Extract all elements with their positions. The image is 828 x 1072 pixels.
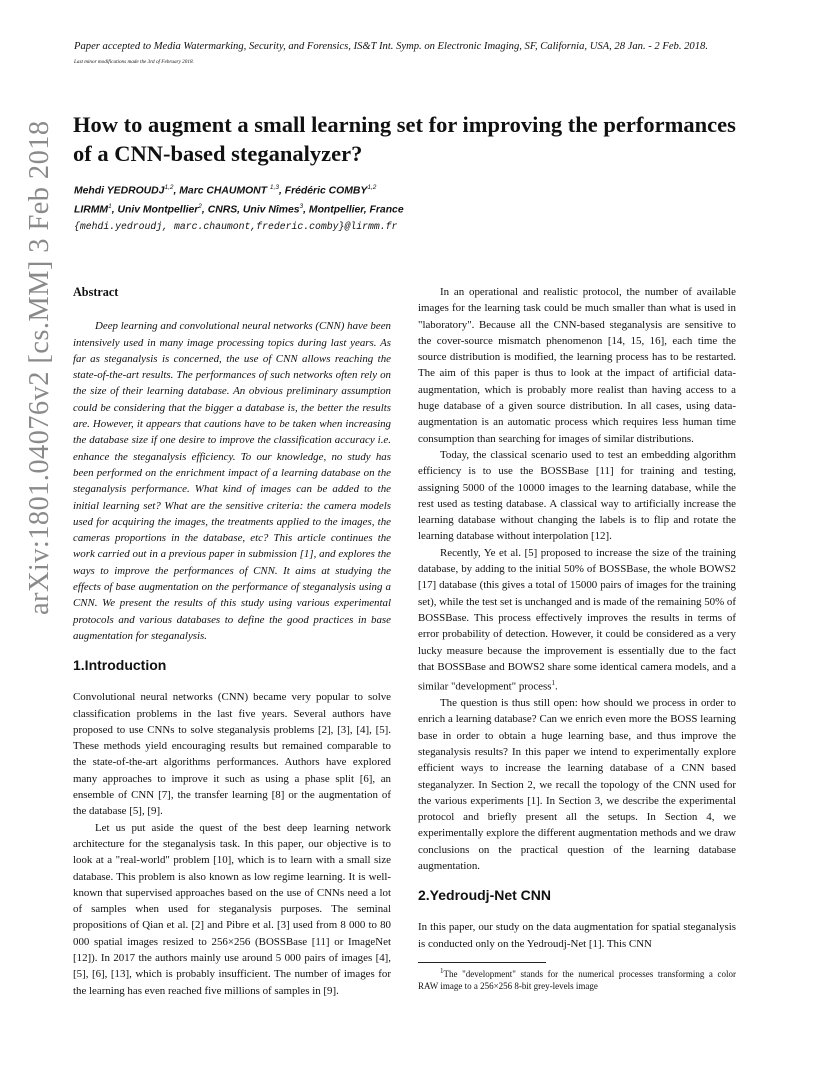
- intro-paragraph-6: The question is thus still open: how should we process in order to enrich a learning database? Can we enrich even more the BOSS learning base in order to obtain a huge learning base, and thus improve the steganalysis results? In this paper we intend to experimentally explore efficient ways to increase the learning database of a CNN based steganalyzer. In Section 2, we recall the topology of the CNN used for the various experiments [1]. In Section 3, we describe the experimental protocol and briefly present all the setups. In Section 4, we experimentally explore the different augmentation methods and we draw conclusions on the practical question of the learning database augmentation.: [418, 697, 736, 873]
- author-3: Frédéric COMBY: [284, 185, 368, 197]
- author-1: Mehdi YEDROUDJ: [74, 185, 165, 197]
- author-3-affil: 1,2: [367, 184, 377, 191]
- intro-paragraph-3: In an operational and realistic protocol, the number of available images for the learning task could be much smaller than what is used in "laboratory". Because all the CNN-based steganalysis are sensitive to the cover-source mismatch phenomenon [14, 15, 16], each time the source distribution is modified, the learning process has to be restarted. The aim of this paper is thus to look at the impact of artificial data-augmentation, which is probably more realist than having access to a huge database of a given source distribution. In all cases, using data-augmentation is an automatic process which requires less human time consumption than searching for images of similar distributions.: [418, 286, 736, 445]
- footnote-mark: 1: [440, 966, 444, 975]
- author-emails: {mehdi.yedroudj, marc.chaumont,frederic.comby}@lirmm.fr: [74, 220, 398, 232]
- abstract-text: Deep learning and convolutional neural networks (CNN) have been intensively used in many image processing topics during last years. As far as steganalysis is concerned, the use of CNN allows reaching the state-of-the-art results. The performances of such networks often rely on the size of their learning database. An obvious preliminary assumption could be considering that the bigger a database is, the better the results are. However, it appears that cautions have to be taken when increasing the database size if one desire to improve the classification accuracy i.e. enhance the steganalysis efficiency. To our knowledge, no study has been performed on the enrichment impact of a learning database on the steganalysis performance. What kind of images can be added to the initial learning set? What are the sensitive criteria: the camera models used for acquiring the images, the treatments applied to the images, the cameras proportions in the database, etc? This article continues the work carried out in a previous paper in submission [1], and explores the ways to improve the performances of CNN. It aims at studying the effects of base augmentation on the performance of steganalysis using a CNN. We present the results of this study using various experimental protocols and various databases to define the good practices in base augmentation for steganalysis.: [73, 320, 391, 642]
- affiliations: LIRMM$^1$, Univ Montpellier$^2$, CNRS, Univ Nîmes$^3$, Montpellier, France: [74, 203, 404, 216]
- affiliation-1: LIRMM: [74, 204, 109, 216]
- author-2-affil: 1,3: [269, 184, 279, 191]
- footnote-ref[interactable]: 1: [551, 679, 555, 688]
- affiliation-location: Montpellier, France: [308, 204, 404, 216]
- right-column: [418, 284, 736, 992]
- section-2-paragraph-1: In this paper, our study on the data augmentation for spatial steganalysis is conducted only on the Yedroudj-Net [1]. This CNN: [418, 921, 736, 950]
- affiliation-2-mark: 2: [198, 203, 202, 211]
- intro-paragraph-2: Let us put aside the quest of the best deep learning network architecture for the steganalysis task. In this paper, our objective is to look at a "real-world" problem [10], which is to learn with a small size database. This problem is also known as low regime learning. It is well-known that supervised approaches based on the use of CNNs need a lot of samples when used for steganalysis purposes. The seminal propositions of Qian et al. [2] and Pibre et al. [3] used from 8 000 to 80 000 spatial images resized to 256×256 (BOSSBase [11] or ImageNet [12]). In 2017 the authors mainly use around 5 000 pairs of images [4], [5], [6], [13], which is probably insufficient. The number of images for the learning has even reached five millions of samples in [9].: [73, 821, 391, 997]
- section-2-heading: 2.Yedroudj-Net CNN: [418, 887, 552, 904]
- intro-paragraph-4: Today, the classical scenario used to test an embedding algorithm efficiency is to use the BOSSBase [11] for training and testing, assigning 5000 of the 10000 images to the learning database, while the rest used as testing database. A classical way to artificially increase the learning database without changing the labels is to flip and rotate the learning database without interpolation [12].: [418, 448, 736, 543]
- author-2: Marc CHAUMONT: [179, 185, 268, 197]
- author-1-affil: 1,2: [164, 184, 174, 191]
- footnote: [418, 965, 736, 992]
- left-column: [73, 284, 391, 999]
- paper-title: How to augment a small learning set for improving the performances of a CNN-based steganalyzer?: [73, 112, 736, 166]
- affiliation-2: Univ Montpellier: [117, 204, 199, 216]
- abstract-heading: Abstract: [73, 285, 119, 299]
- intro-paragraph-1: Convolutional neural networks (CNN) became very popular to solve classification problems in the last five years. Several authors have proposed to use CNNs to solve steganalysis problems [2], [3], [4], [5]. These methods yield encouraging results but remained comparable to the state-of-the-art algorithms performances. Authors have explored many approaches to improve it such as using a phase split [6], an ensemble of CNN [7], the transfer learning [8] or the augmentation of the database [5], [9].: [73, 691, 391, 818]
- footnote-text: The "development" stands for the numerical processes transforming a color RAW image to a 256×256 8-bit grey-levels image: [418, 968, 736, 991]
- affiliation-3: CNRS, Univ Nîmes: [207, 204, 300, 216]
- affiliation-1-mark: 1: [108, 203, 112, 211]
- footnote-rule: [418, 962, 546, 963]
- author-block: [74, 180, 764, 235]
- conference-note: Paper accepted to Media Watermarking, Security, and Forensics, IS&T Int. Symp. on Electronic Imaging, SF, California, USA, 28 Jan. - 2 Feb. 2018.: [74, 41, 708, 52]
- affiliation-3-mark: 3: [299, 203, 304, 211]
- intro-paragraph-5: Recently, Ye et al. [5] proposed to increase the size of the training database, by adding to the initial 50% of BOSSBase, the whole BOWS2 [17] database (this gives a total of 15000 pairs of images for the training set), while the test set is unchanged and is made of the remaining 50% of BOSSBase. This process effectively improves the results in terms of error probability of detection. However, it could be considered as a very lucky measure because the improvement is essentially due to the fact that BOSSBase and BOWS2 share some identical camera models, and a similar "development" process$^1$.: [418, 546, 736, 693]
- section-1-heading: 1.Introduction: [73, 657, 167, 674]
- arxiv-stamp: arXiv:1801.04076v2 [cs.MM] 3 Feb 2018: [24, 120, 55, 615]
- modification-note: Last minor modifications made the 3rd of February 2018.: [74, 59, 194, 65]
- author-names: Mehdi YEDROUDJ$^{1,2}$, Marc CHAUMONT $^{1,3}$, Frédéric COMBY$^{1,2}$: [74, 184, 377, 197]
- intro-paragraph-5-text: Recently, Ye et al. [5] proposed to increase the size of the training database, by adding to the initial 50% of BOSSBase, the whole BOWS2 [17] database (this gives a total of 15000 pairs of images for the training set), while the test set is unchanged and is made of the remaining 50% of BOSSBase. This process effectively improves the results in terms of error probability of detection. However, it could be considered as a very lucky measure because the improvement is essentially due to the fact that BOSSBase and BOWS2 share some identical camera models, and a similar "development" process: [418, 546, 736, 693]
